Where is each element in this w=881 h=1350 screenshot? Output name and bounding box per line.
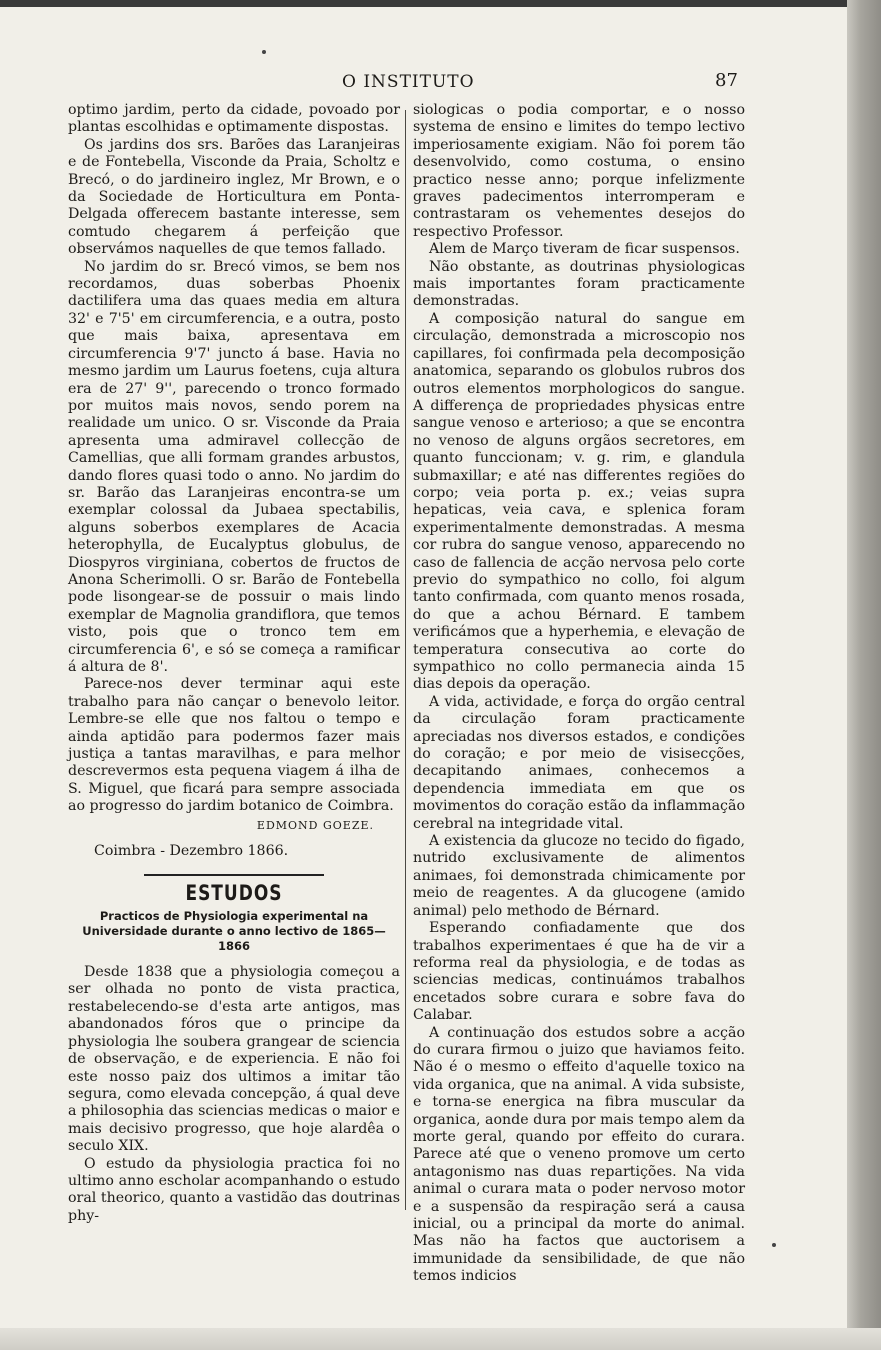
page-binding-edge [847, 0, 881, 1350]
section-subtitle: Practicos de Physiologia experimental na Universidade durante o anno lectivo de 1865—1866 [82, 909, 386, 954]
paragraph: siologicas o podia comportar, e o nosso systema de ensino e limites do tempo lectivo imperiosamente exigiam. Não foi porem tão desenvolvido, como costuma, o ensino practico nesse anno; porque infelizmente graves padecimentos interromperam e contrastaram os vehementes desejos do respectivo Professor. [413, 102, 745, 240]
paragraph: Esperando confiadamente que dos trabalhos experimentaes é que ha de vir a reforma real da physiologia, e de todas as sciencias medicas, continuámos trabalhos encetados sobre curara e sobre fava do Calabar. [413, 920, 745, 1024]
paragraph: No jardim do sr. Brecó vimos, se bem nos recordamos, duas soberbas Phoenix dactilifera uma das quaes media em altura 32' e 7'5' em circumferencia, e a outra, posto que mais baixa, apresentava em circumferencia 9'7' juncto á base. Havia no mesmo jardim um Laurus foetens, cuja altura era de 27' 9'', parecendo o tronco formado por muitos mais novos, sendo porem na realidade um unico. O sr. Visconde da Praia apresenta uma admiravel collecção de Camellias, que alli formam grandes arbustos, dando flores quasi todo o anno. No jardim do sr. Barão das Laranjeiras encontra-se um exemplar colossal da Jubaea spectabilis, alguns soberbos exemplares de Acacia heterophylla, de Eucalyptus globulus, de Diospyros virginiana, cobertos de fructos de Anona Scherimolli. O sr. Barão de Fontebella pode lisongear-se de possuir o mais lindo exemplar de Magnolia grandiflora, que temos visto, pois que o tronco tem em circumferencia 6', e só se começa a ramificar á altura de 8'. [68, 258, 400, 675]
right-column [413, 102, 745, 1286]
paragraph: Desde 1838 que a physiologia começou a ser olhada no ponto de vista practica, restabelecendo-se d'esta arte antigos, mas abandonados fóros que o principe da physiologia lhe soubera grangear de sciencia de observação, e de experiencia. E não foi este nosso paiz dos ultimos a imitar tão segura, como elevada concepção, á qual deve a philosophia das sciencias medicas o maior e mais decisivo progresso, que hoje alardêa o seculo XIX. [68, 964, 400, 1155]
paragraph: Parece-nos dever terminar aqui este trabalho para não cançar o benevolo leitor. Lembre-se elle que nos faltou o tempo e ainda aptidão para podermos fazer mais justiça a tantas maravilhas, e para melhor descrevermos esta pequena viagem á ilha de S. Miguel, que ficará para sempre associada ao progresso do jardim botanico de Coimbra. [68, 676, 400, 815]
column-rule [405, 110, 406, 1210]
paragraph: A existencia da glucoze no tecido do figado, nutrido exclusivamente de alimentos animaes, foi demonstrada chimicamente por meio de reagentes. A da glucogene (amido animal) pelo methodo de Bérnard. [413, 833, 745, 919]
paragraph: A vida, actividade, e força do orgão central da circulação foram practicamente apreciadas nos diversos estados, e condições do coração; e por meio de visisecções, decapitando animaes, conhecemos a dependencia immediata em que os movimentos do coração estão da inflammação cerebral na integridade vital. [413, 693, 745, 832]
left-column [68, 102, 400, 1225]
author-signature: EDMOND GOEZE. [256, 818, 374, 832]
ink-speck [772, 1243, 776, 1247]
running-head: O INSTITUTO [342, 72, 475, 92]
paragraph: A continuação dos estudos sobre a acção do curara firmou o juizo que haviamos feito. Não é o mesmo o effeito d'aquelle toxico na vida organica, que na animal. A vida subsiste, e torna-se energica na fibra muscular da organica, aonde dura por mais tempo alem da morte geral, quando por effeito do curara. Parece até que o veneno promove um certo antagonismo nas duas repartições. Na vida animal o curara mata o poder nervoso motor e a suspensão da respiração será a causa inicial, ou a principal da morte do animal. Mas não ha factos que auctorisem a immunidade da sensibilidade, de que não temos indicios [413, 1024, 745, 1285]
paragraph: Alem de Março tiveram de ficar suspensos. [429, 241, 740, 258]
section-title: ESTUDOS [185, 880, 283, 906]
top-scan-edge [0, 0, 881, 7]
bottom-scan-edge [0, 1328, 881, 1350]
paragraph: O estudo da physiologia practica foi no ultimo anno escholar acompanhando o estudo oral theorico, quanto a vastidão das doutrinas phy- [68, 1155, 400, 1224]
paragraph: Não obstante, as doutrinas physiologicas mais importantes foram practicamente demonstradas. [413, 258, 745, 310]
place-date: Coimbra - Dezembro 1866. [94, 842, 289, 859]
section-divider [144, 874, 324, 876]
paragraph: A composição natural do sangue em circulação, demonstrada a microscopio nos capillares, foi confirmada pela decomposição anatomica, separando os globulos rubros dos outros elementos morphologicos do sangue. A differença de propriedades physicas entre sangue venoso e arterioso; a que se encontra no venoso de alguns orgãos secretores, em quanto funccionam; v. g. rim, e glandula submaxillar; e até nas differentes regiões do corpo; veia porta p. ex.; veias supra hepaticas, veia cava, e splenica foram experimentalmente demonstradas. A mesma cor rubra do sangue venoso, apparecendo no caso de fallencia de acção nervosa pelo corte previo do sympathico no collo, foi algum tanto confirmada, com quanto menos rosada, do que a achou Bérnard. E tambem verificámos que a hyperhemia, e elevação de temperatura consecutiva ao corte do sympathico no collo permanecia ainda 15 dias depois da operação. [413, 310, 745, 693]
paragraph: optimo jardim, perto da cidade, povoado por plantas escolhidas e optimamente dispostas. [68, 102, 400, 136]
page-number: 87 [715, 70, 738, 91]
paragraph: Os jardins dos srs. Barões das Laranjeiras e de Fontebella, Visconde da Praia, Scholtz e Brecó, o do jardineiro inglez, Mr Brown, e o da Sociedade de Horticultura em Ponta-Delgada offerecem bastante interesse, sem comtudo chegarem á perfeição que observámos naquelles de que temos fallado. [68, 136, 400, 258]
ink-speck [262, 50, 266, 54]
